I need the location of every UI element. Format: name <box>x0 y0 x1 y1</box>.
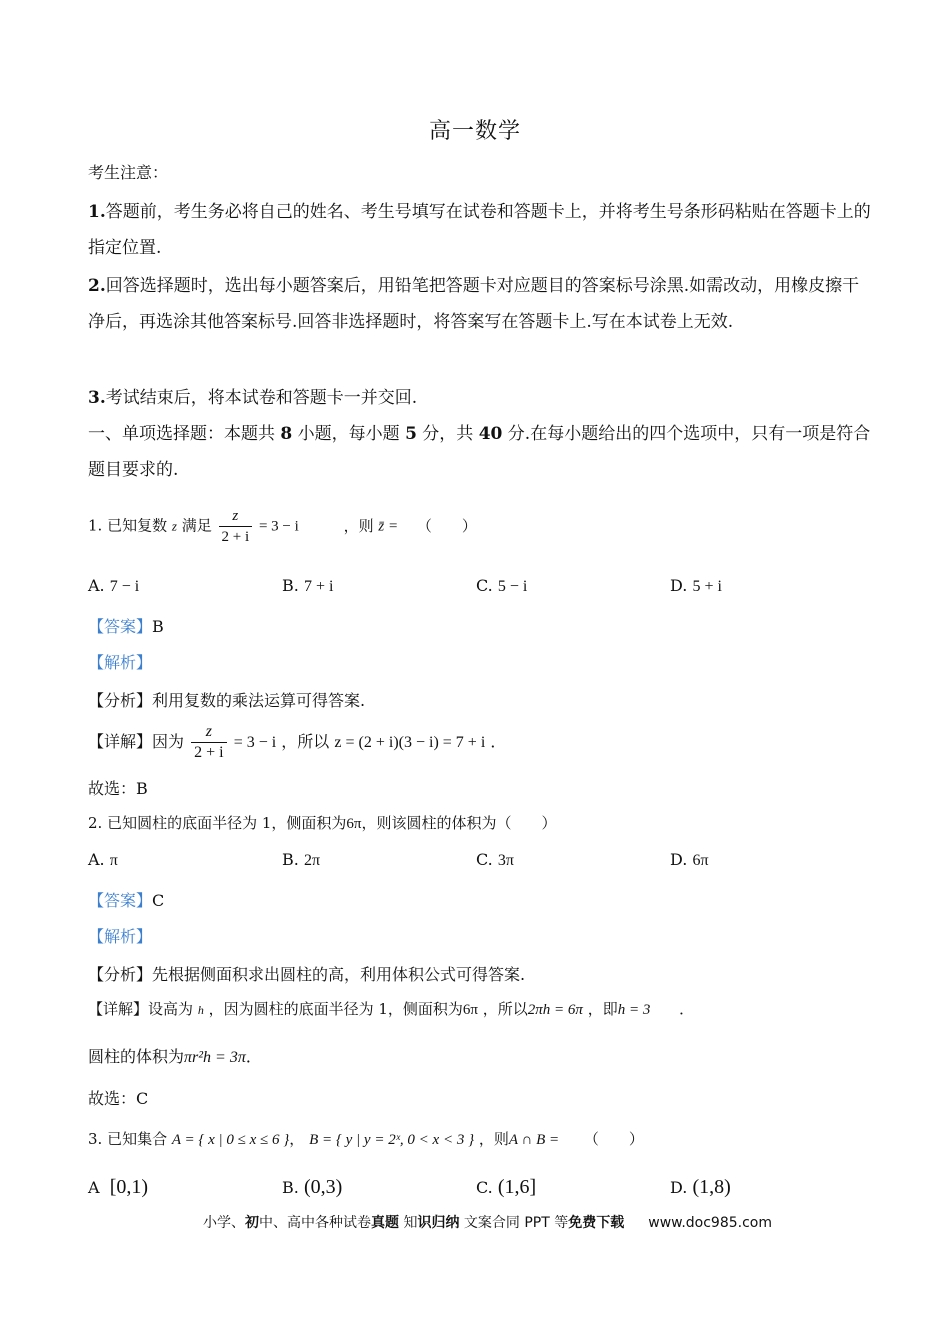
notice-item-text: 答题前，考生务必将自己的姓名、考生号填写在试卷和答题卡上，并将考生号条形码粘贴在答题卡上的指定位置. <box>88 202 871 258</box>
notice-item-3 <box>88 380 876 416</box>
section-heading: 一、单项选择题：本题共 8 小题，每小题 5 分，共 40 分.在每小题给出的四个选项中，只有一项是符合题目要求的. <box>88 424 871 480</box>
q3-option-d: D. (1,8) <box>670 1176 731 1198</box>
question-1-stem: 1. 已知复数 z 满足 $\frac{z}{2 + i}$ = 3 − i ，则 z̄ = （ ） <box>88 508 477 545</box>
notice-item-2 <box>88 268 876 340</box>
notice-item-text: 回答选择题时，选出每小题答案后，用铅笔把答题卡对应题目的答案标号涂黑.如需改动，用橡皮擦干净后，再选涂其他答案标号.回答非选择题时，将答案写在答题卡上.写在本试卷上无效. <box>88 276 860 332</box>
q2-answer: 【答案】C <box>88 891 165 910</box>
notice-item-text: 考试结束后，将本试卷和答题卡一并交回. <box>105 388 418 408</box>
q1-option-b: B. 7 + i <box>282 576 334 595</box>
q1-option-d: D. 5 + i <box>670 576 722 595</box>
q2-option-b: B. 2π <box>282 850 321 869</box>
q2-conclusion: 故选：C <box>88 1089 149 1108</box>
notice-item-1 <box>88 194 876 266</box>
q2-detail: 【详解】设高为 h ，因为圆柱的底面半径为 1，侧面积为6π ，所以2πh = 6π ，即h = 3 ． <box>88 1000 695 1018</box>
q2-option-d: D. 6π <box>670 850 709 869</box>
q1-fenxi: 【分析】利用复数的乘法运算可得答案. <box>88 691 366 710</box>
question-3-stem: 3. 已知集合 A = { x | 0 ≤ x ≤ 6 }， B = { y | y = 2ˣ, 0 < x < 3 } ，则A ∩ B = （ ） <box>88 1130 644 1148</box>
notice-item-num: 3. <box>88 388 106 408</box>
page-title: 高一数学 <box>428 119 521 144</box>
q1-analysis-tag: 【解析】 <box>88 653 153 672</box>
q2-fenxi: 【分析】先根据侧面积求出圆柱的高，利用体积公式可得答案. <box>88 965 526 984</box>
q2-option-c: C. 3π <box>476 850 514 869</box>
notice-item-num: 2. <box>88 276 106 296</box>
q1-answer: 【答案】B <box>88 617 164 636</box>
q1-detail: 【详解】因为 $\frac{z}{2 + i}$ = 3 − i ，所以 z = (2 + i)(3 − i) = 7 + i ． <box>88 723 507 761</box>
q1-option-a: A. 7 − i <box>88 576 140 595</box>
notice-heading: 考生注意： <box>88 163 169 182</box>
fraction: $\frac{z}{2 + i}$ <box>219 506 253 547</box>
q2-analysis-tag: 【解析】 <box>88 927 153 946</box>
q1-option-c: C. 5 − i <box>476 576 528 595</box>
q2-option-a: A. π <box>88 850 118 869</box>
footer-banner: 小学、初中、高中各种试卷真题 知识归纳 文案合同 PPT 等免费下载 www.doc985.com <box>203 1215 772 1231</box>
notice-item-num: 1. <box>88 202 106 222</box>
footer-url[interactable]: www.doc985.com <box>648 1215 772 1231</box>
q2-volume: 圆柱的体积为πr²h = 3π． <box>88 1047 262 1066</box>
q3-option-c: C. (1,6] <box>476 1176 537 1198</box>
question-2-stem: 2. 已知圆柱的底面半径为 1，侧面积为6π，则该圆柱的体积为（ ） <box>88 814 557 832</box>
q1-conclusion: 故选：B <box>88 779 148 798</box>
q3-option-b: B. (0,3) <box>282 1176 343 1198</box>
fraction: $\frac{z}{2 + i}$ <box>191 722 226 763</box>
q3-option-a: A [0,1) <box>88 1176 149 1198</box>
